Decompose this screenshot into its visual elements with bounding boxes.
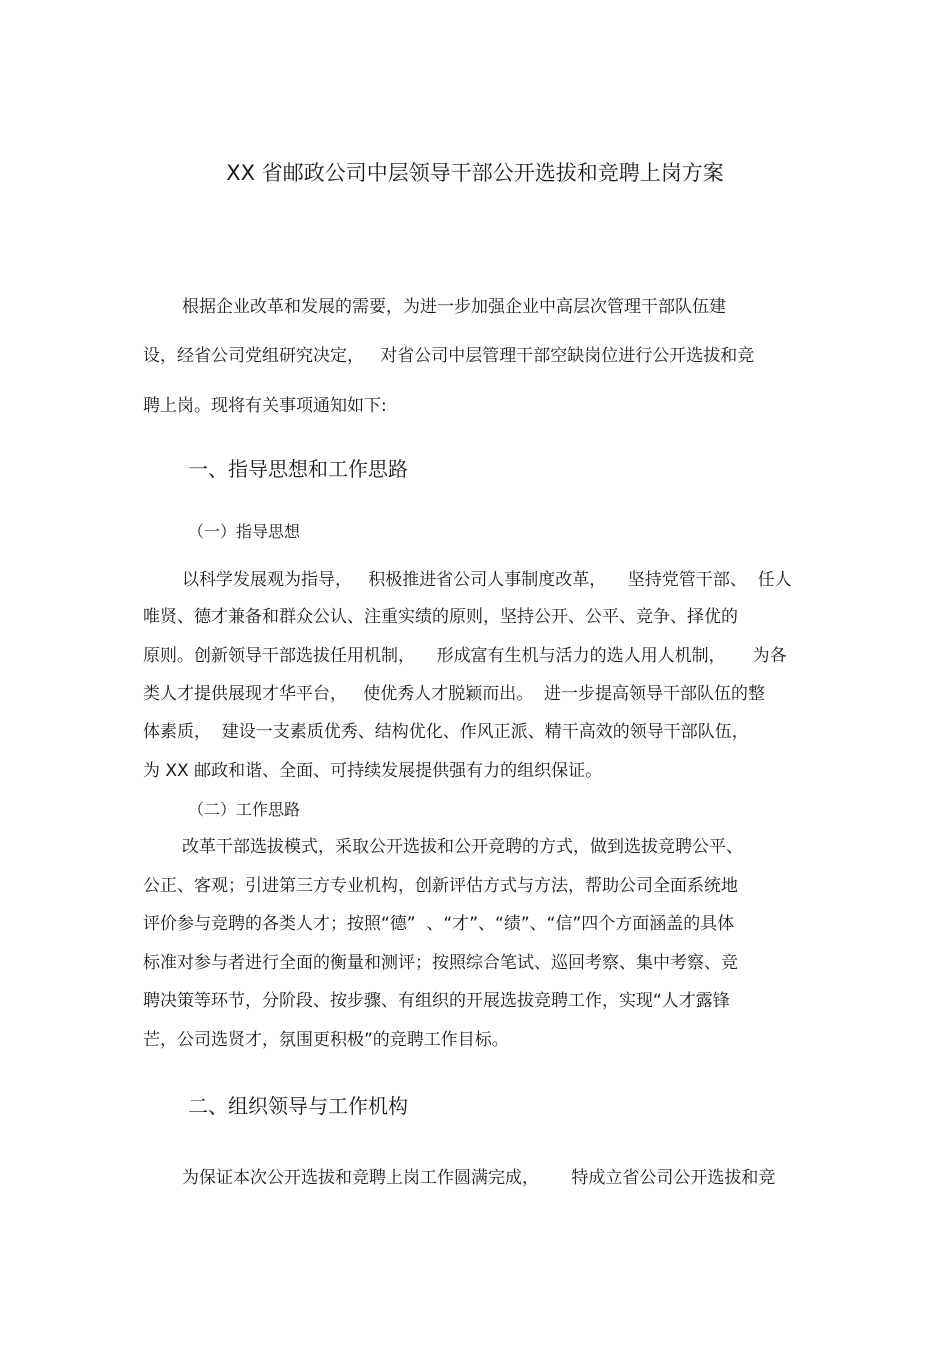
sub1-line-6: 为 XX 邮政和谐、全面、可持续发展提供强有力的组织保证。 [143, 761, 603, 781]
intro-line-3: 聘上岗。现将有关事项通知如下: [143, 396, 387, 416]
intro-line-2: 设，经省公司党组研究决定， 对省公司中层管理干部空缺岗位进行公开选拔和竞 [143, 346, 755, 366]
section-1-heading: 一、指导思想和工作思路 [188, 457, 408, 481]
sub1-line-3: 原则。创新领导干部选拔任用机制， 形成富有生机与活力的选人用人机制， 为各 [143, 646, 787, 666]
intro-line-1: 根据企业改革和发展的需要，为进一步加强企业中高层次管理干部队伍建 [182, 297, 726, 317]
sub2-line-2: 公正、客观；引进第三方专业机构，创新评估方式与方法，帮助公司全面系统地 [143, 876, 738, 896]
sub2-line-5: 聘决策等环节，分阶段、按步骤、有组织的开展选拔竞聘工作，实现“人才露锋 [143, 991, 730, 1011]
sub2-line-3: 评价参与竞聘的各类人才；按照“德” 、“才”、“绩”、“信”四个方面涵盖的具体 [143, 914, 735, 934]
subsection-1-heading: （一）指导思想 [188, 522, 301, 541]
sub1-line-4: 类人才提供展现才华平台， 使优秀人才脱颖而出。 进一步提高领导干部队伍的整 [143, 684, 766, 704]
sub2-line-1: 改革干部选拔模式，采取公开选拔和公开竞聘的方式，做到选拔竞聘公平、 [182, 837, 743, 857]
sub1-line-1: 以科学发展观为指导， 积极推进省公司人事制度改革， 坚持党管干部、 任人 [182, 570, 792, 590]
sub1-line-2: 唯贤、德才兼备和群众公认、注重实绩的原则，坚持公开、公平、竞争、择优的 [143, 607, 738, 627]
sub2-line-4: 标准对参与者进行全面的衡量和测评；按照综合笔试、巡回考察、集中考察、竞 [143, 953, 738, 973]
sub2-line-6: 芒，公司选贤才，氛围更积极”的竞聘工作目标。 [143, 1030, 509, 1050]
section-2-heading: 二、组织领导与工作机构 [188, 1094, 408, 1118]
section2-line-1: 为保证本次公开选拔和竞聘上岗工作圆满完成， 特成立省公司公开选拔和竞 [182, 1168, 776, 1188]
subsection-2-heading: （二）工作思路 [188, 800, 301, 819]
document-title: XX 省邮政公司中层领导干部公开选拔和竞聘上岗方案 [226, 161, 724, 185]
sub1-line-5: 体素质， 建设一支素质优秀、结构优化、作风正派、精干高效的领导干部队伍， [143, 722, 749, 742]
